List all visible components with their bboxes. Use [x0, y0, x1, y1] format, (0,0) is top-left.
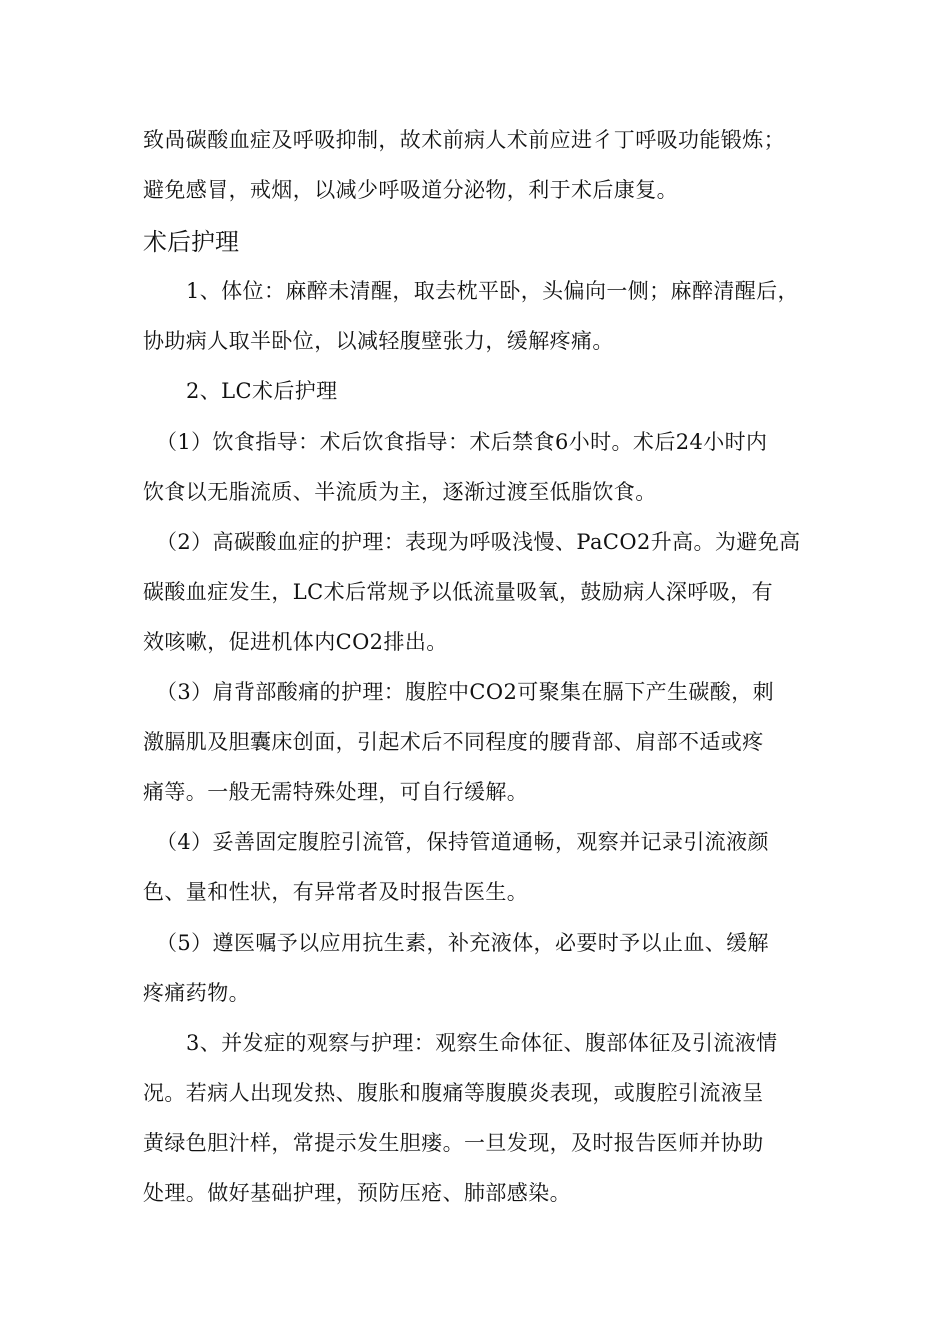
item3-line-2: 况。若病人出现发热、腹胀和腹痛等腹膜炎表现，或腹腔引流液呈 — [143, 1081, 764, 1105]
item3-line-4: 处理。做好基础护理，预防压疮、肺部感染。 — [143, 1181, 571, 1205]
intro-line-1: 致咼碳酸血症及呼吸抑制，故术前病人术前应进彳丁呼吸功能锻炼； — [143, 128, 785, 152]
item2-sub1-line-2: 饮食以无脂流质、半流质为主，逐渐过渡至低脂饮食。 — [143, 480, 657, 504]
item2-sub2-line-1: （2）高碳酸血症的护理：表现为呼吸浅慢、PaCO2升高。为避免高 — [156, 530, 801, 554]
item2-sub3-line-3: 痛等。一般无需特殊处理，可自行缓解。 — [143, 780, 529, 804]
item3-line-1: 3、并发症的观察与护理：观察生命体征、腹部体征及引流液情 — [186, 1031, 778, 1055]
item2-sub3-line-2: 激膈肌及胆囊床创面，引起术后不同程度的腰背部、肩部不适或疼 — [143, 730, 764, 754]
item3-line-3: 黄绿色胆汁样，常提示发生胆瘘。一旦发现，及时报告医师并协助 — [143, 1131, 764, 1155]
item2-sub2-line-3: 效咳嗽，促进机体内CO2排出。 — [143, 630, 448, 654]
item2-sub1-line-1: （1）饮食指导：术后饮食指导：术后禁食6小时。术后24小时内 — [156, 430, 768, 454]
item2-title: 2、LC术后护理 — [186, 379, 338, 403]
item2-sub2-line-2: 碳酸血症发生，LC术后常规予以低流量吸氧，鼓励病人深呼吸，有 — [143, 580, 774, 604]
item2-sub3-line-1: （3）肩背部酸痛的护理：腹腔中CO2可聚集在膈下产生碳酸，刺 — [156, 680, 775, 704]
item2-sub4-line-1: （4）妥善固定腹腔引流管，保持管道通畅，观察并记录引流液颜 — [156, 830, 769, 854]
item2-sub5-line-2: 疼痛药物。 — [143, 981, 250, 1005]
item2-sub5-line-1: （5）遵医嘱予以应用抗生素，补充液体，必要时予以止血、缓解 — [156, 931, 769, 955]
item1-line-1: 1、体位：麻醉未清醒，取去枕平卧，头偏向一侧；麻醉清醒后， — [186, 279, 799, 303]
item1-line-2: 协助病人取半卧位，以减轻腹壁张力，缓解疼痛。 — [143, 329, 614, 353]
item2-sub4-line-2: 色、量和性状，有异常者及时报告医生。 — [143, 880, 529, 904]
section-title: 术后护理 — [143, 228, 239, 256]
intro-line-2: 避免感冒，戒烟，以减少呼吸道分泌物，利于术后康复。 — [143, 178, 678, 202]
